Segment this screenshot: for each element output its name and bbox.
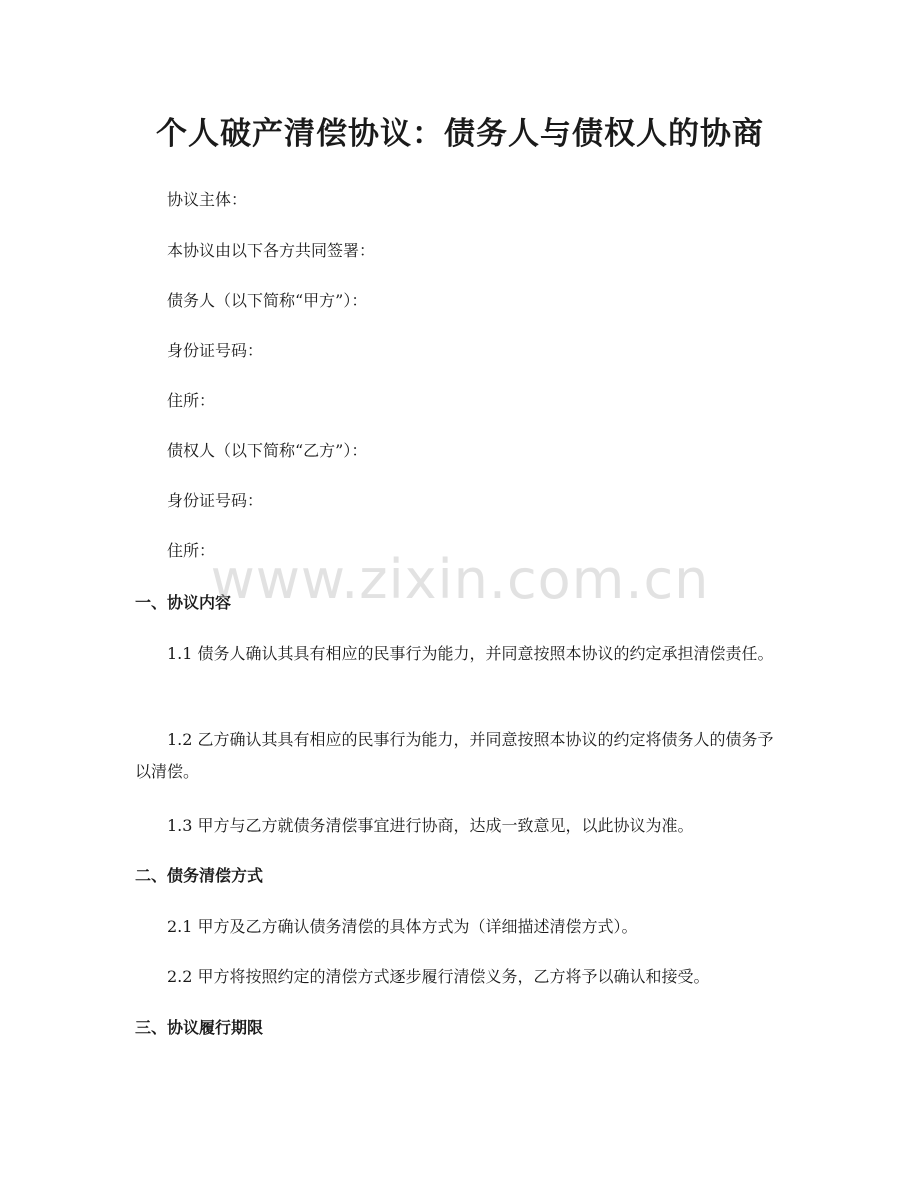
creditor-address-label: 住所： [167, 541, 216, 560]
creditor-id-label: 身份证号码： [167, 491, 264, 510]
clause-1-3: 1.3 甲方与乙方就债务清偿事宜进行协商，达成一致意见，以此协议为准。 [167, 816, 694, 835]
debtor-id-label: 身份证号码： [167, 341, 264, 360]
clause-1-2: 1.2 乙方确认其具有相应的民事行为能力，并同意按照本协议的约定将债务人的债务予以清偿。 [135, 730, 774, 781]
document-title: 个人破产清偿协议：债务人与债权人的协商 [156, 116, 764, 152]
section-heading-1: 一、协议内容 [135, 593, 232, 612]
parties-intro: 本协议由以下各方共同签署： [167, 241, 376, 260]
debtor-label: 债务人（以下简称“甲方”）： [167, 291, 368, 310]
clause-2-2: 2.2 甲方将按照约定的清偿方式逐步履行清偿义务，乙方将予以确认和接受。 [167, 967, 710, 986]
section-heading-2: 二、债务清偿方式 [135, 866, 264, 885]
debtor-address-label: 住所： [167, 391, 216, 410]
section-heading-3: 三、协议履行期限 [135, 1018, 264, 1037]
watermark-text: www.zixin.com.cn [210, 548, 710, 611]
clause-1-1: 1.1 债务人确认其具有相应的民事行为能力，并同意按照本协议的约定承担清偿责任。 [167, 644, 774, 663]
parties-subject-label: 协议主体： [167, 190, 248, 209]
creditor-label: 债权人（以下简称“乙方”）： [167, 441, 368, 460]
clause-2-1: 2.1 甲方及乙方确认债务清偿的具体方式为（详细描述清偿方式）。 [167, 917, 638, 936]
